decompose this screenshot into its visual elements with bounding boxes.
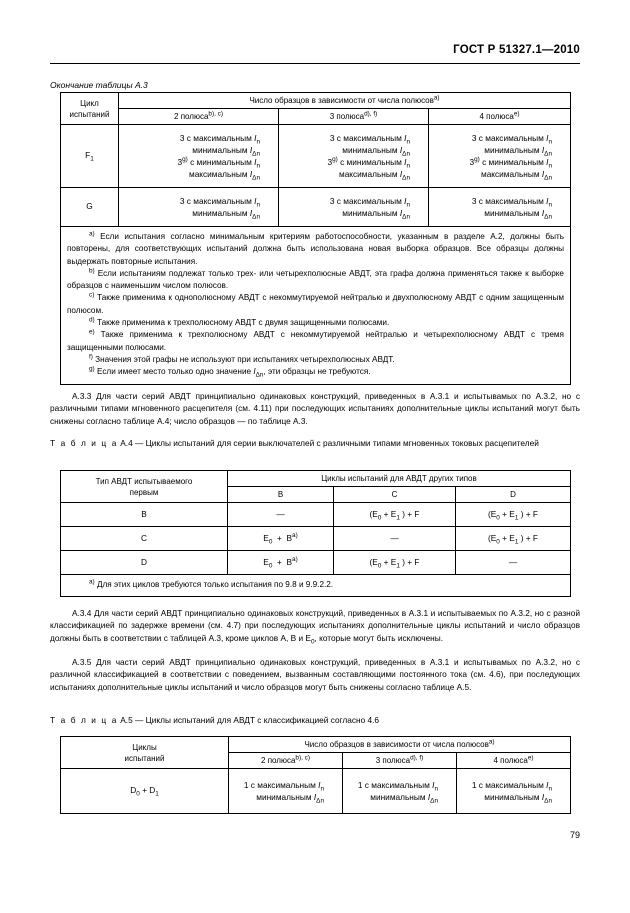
table-a4-caption [50, 437, 580, 449]
table-a4-span-header: Циклы испытаний для АВДТ других типов [228, 471, 571, 487]
table-a4-caption-prefix: Т а б л и ц а [50, 438, 118, 448]
table-a3-col-3poles-label: 3 полюса [329, 112, 365, 121]
table-a3-row-g-cycle: G [61, 188, 119, 227]
table-a4-row-d-type: D [61, 551, 228, 575]
table-a5-col-4poles [457, 753, 571, 769]
table-a5-span-header-text: Число образцов в зависимости от числа полюсов [304, 740, 489, 749]
table-a4-row-b-cold: ($E_0 + E_1$ ) + F [456, 503, 571, 527]
table-a4-caption-text: Циклы испытаний для серии выключателей с различными типами мгновенных токовых расцепителей [145, 438, 539, 448]
table-a3-cycle-header-l1: Цикл [80, 98, 99, 108]
table-a4-row-c-colb: $E_0 + B^{a)}$ [228, 527, 334, 551]
table-row [61, 125, 571, 188]
table-a4-row-d-colc: ($E_0 + E_1$ ) + F [334, 551, 456, 575]
table-a3-row-f1-3poles: 3 с максимальным $I_n$ минимальным $I_{\Delta n}$ 3$^{g)}$ с минимальным $I_n$ максимальным $I_{\Delta n}$ [279, 125, 429, 188]
table-a5-row-d0d1-2poles: 1 с максимальным $I_n$ минимальным $I_{\Delta n}$ [229, 769, 343, 814]
table-row [61, 769, 571, 814]
table-a3-col-3poles-sup: d), f) [364, 110, 378, 118]
table-a5-span-header-sup: a) [488, 738, 495, 746]
table-row [61, 551, 571, 575]
table-a4-row-b-type: B [61, 503, 228, 527]
table-a3-col-2poles [119, 109, 279, 125]
table-a3-cycle-header [61, 93, 119, 125]
table-a5-col-2poles-label: 2 полюса [261, 756, 296, 765]
header-rule [50, 63, 580, 64]
table-a3-note-d: $^{d)}$ Также применима к трехполюсному АВДТ с двумя защищенными полюсами. [89, 316, 390, 328]
table-a5-row-d0d1-cycle-main: D [130, 785, 137, 796]
table-a5-cycle-header [61, 737, 229, 769]
table-row [61, 527, 571, 551]
table-a3-note-f: $^{f)}$ Значения этой графы не используют при испытаниях четырехполюсных АВДТ. [89, 353, 395, 364]
table-a3-note-a: $^{a)}$ Если испытания согласно минимальным критериям работоспособности, указанным в разделе А.2, должны быть повторены, для соответствующих испытаний должна быть использована новая выборка образцов. Все образцы должны выдержать повторные испытания. [67, 230, 564, 266]
table-a4-row-b-colc: ($E_0 + E_1$ ) + F [334, 503, 456, 527]
table-a4-row-c-colc: — [334, 527, 456, 551]
table-a5-cycle-header-l1: Циклы [132, 742, 157, 752]
table-a5-col-3poles-label: 3 полюса [375, 756, 411, 765]
table-a3-row-f1-cycle-main: F [85, 150, 91, 161]
table-a4-row-b-colb: — [228, 503, 334, 527]
table-a4-first-type-header [61, 471, 228, 503]
table-a3-col-2poles-sup: b), c) [208, 110, 223, 118]
table-a5-col-4poles-label: 4 полюса [493, 756, 528, 765]
paragraph-a34-text: А.3.4 Для части серий АВДТ принципиально одинаковых конструкций, приведенных в А.3.1 и испытываемых по А.3.2, но с разной классификацией по задержке времени (см. 4.7) при последующих испытаниях дополнительные циклы испытаний и число образцов должны быть в соответствии с таблицей А.3, кроме циклов А, В и $E_0$, которые могут быть исключены. [50, 608, 580, 646]
table-a5-cycle-header-l2: испытаний [124, 753, 165, 763]
paragraph-a35-text: А.3.5 Для части серий АВДТ принципиально одинаковых конструкций, приведенных в А.3.1 и испытывамых по А.3.2, но с различной классификацией в соответствии с поведением, вызванным составляющими постоянного тока (см. 4.6), при последующих испытаниях дополнительные циклы испытаний и число образцов могут быть снижены согласно таблице А.5. [50, 657, 580, 692]
table-a4-first-type-header-l2: первым [129, 487, 159, 497]
paragraph-a34 [50, 607, 580, 644]
table-a3-notes [61, 227, 571, 385]
table-a5-col-2poles [229, 753, 343, 769]
table-a5-col-4poles-sup: e) [527, 754, 534, 762]
table-a4-row-d-colb: $E_0 + B^{a)}$ [228, 551, 334, 575]
table-a3-col-3poles [279, 109, 429, 125]
table-a4-first-type-header-l1: Тип АВДТ испытываемого [95, 476, 193, 486]
table-a3-note-g: $^{g)}$ Если имеет место только одно значение $I_{\Delta n}$, эти образцы не требуются. [89, 365, 371, 379]
table-a3-span-header-text: Число образцов в зависимости от числа полюсов [249, 96, 434, 105]
table-a4-note [61, 575, 571, 597]
table-a3-header-row-2 [61, 109, 571, 125]
table-a5-caption [50, 714, 580, 726]
table-a3-header-row-1 [61, 93, 571, 109]
table-a3-caption: Окончание таблицы А.3 [50, 80, 148, 90]
table-a4-col-b: B [228, 487, 334, 503]
table-a5-row-d0d1-cycle [61, 769, 229, 814]
table-a3-col-2poles-label: 2 полюса [174, 112, 209, 121]
standard-header: ГОСТ Р 51327.1—2010 [453, 44, 580, 56]
table-a5-row-d0d1-4poles: 1 с максимальным $I_n$ минимальным $I_{\Delta n}$ [457, 769, 571, 814]
table-a5-row-d0d1-cycle-sub1: 0 [136, 790, 140, 798]
page-number: 79 [569, 830, 580, 840]
table-row [61, 503, 571, 527]
table-a3-row-g-3poles: 3 с максимальным $I_n$ минимальным $I_{\Delta n}$ [279, 188, 429, 227]
paragraph-a33-text: А.3.3 Для части серий АВДТ принципиально одинаковых конструкций, приведенных в А.3.1 и испытывамых по А.3.2, но с различными типами мгновенного расцепителя (см. 4.11) при последующих испытаниях дополнительные циклы испытаний могут быть снижены согласно таблице А.4; число образцов — по таблице А.3. [50, 391, 580, 426]
table-a3-note-b: $^{b)}$ Если испытаниям подлежат только трех- или четырехполюсные АВДТ, эта графа должна применяться также к выборке образцов с наименьшим числом полюсов. [67, 267, 564, 291]
table-a3-span-header [119, 93, 571, 109]
table-a4-row-d-cold: — [456, 551, 571, 575]
table-a3-row-g-2poles: 3 с максимальным $I_n$ минимальным $I_{\Delta n}$ [119, 188, 279, 227]
table-a3-row-g-4poles: 3 с максимальным $I_n$ минимальным $I_{\Delta n}$ [429, 188, 571, 227]
paragraph-a33 [50, 390, 580, 427]
table-a5-span-header [229, 737, 571, 753]
table-a4-row-c-type: C [61, 527, 228, 551]
paragraph-a35 [50, 656, 580, 693]
table-a3-col-4poles [429, 109, 571, 125]
table-a3-row-f1-4poles: 3 с максимальным $I_n$ минимальным $I_{\Delta n}$ 3$^{g)}$ с минимальным $I_n$ максимальным $I_{\Delta n}$ [429, 125, 571, 188]
table-a5-row-d0d1-3poles: 1 с максимальным $I_n$ минимальным $I_{\Delta n}$ [343, 769, 457, 814]
table-a3-row-f1-2poles: 3 с максимальным $I_n$ минимальным $I_{\Delta n}$ 3$^{g)}$ с минимальным $I_n$ максимальным $I_{\Delta n}$ [119, 125, 279, 188]
table-a4-header-row-1 [61, 471, 571, 487]
table-a5-row-d0d1-cycle-plus: + D [139, 785, 156, 796]
table-a3-row-f1-cycle-sub: 1 [90, 155, 94, 163]
table-a3-span-header-sup: a) [433, 94, 440, 102]
table-a4-notes-row [61, 575, 571, 597]
table-a4-row-c-cold: ($E_0 + E_1$ ) + F [456, 527, 571, 551]
table-a5-col-3poles-sup: d), f) [410, 754, 424, 762]
table-row [61, 188, 571, 227]
table-a3-col-4poles-sup: e) [513, 110, 520, 118]
table-a5-caption-number: А.5 [120, 715, 133, 725]
table-a5-caption-prefix: Т а б л и ц а [50, 715, 118, 725]
table-a4 [60, 470, 571, 597]
table-a5-row-d0d1-cycle-sub2: 1 [155, 790, 159, 798]
table-a5-col-3poles [343, 753, 457, 769]
table-a4-caption-number: А.4 [120, 438, 133, 448]
table-a5-caption-text: Циклы испытаний для АВДТ с классификацией согласно 4.6 [145, 715, 380, 725]
table-a3-note-c: $^{c)}$ Также применима к однополюсному АВДТ с некоммутируемой нейтралью и двухполюсному АВДТ с одним защищенным полюсом. [67, 291, 564, 315]
table-a5-col-2poles-sup: b), c) [295, 754, 310, 762]
table-a3-col-4poles-label: 4 полюса [479, 112, 514, 121]
table-a3 [60, 92, 571, 385]
table-a3-note-e: $^{e)}$ Также применима к трехполюсному АВДТ с некоммутируемой нейтралью и четырехполюсному АВДТ с тремя защищенными полюсами. [67, 328, 564, 352]
table-a4-col-c: C [334, 487, 456, 503]
table-a4-col-d: D [456, 487, 571, 503]
table-a5-header-row-1 [61, 737, 571, 753]
table-a4-note-a: $^{a)}$ Для этих циклов требуются только испытания по 9.8 и 9.9.2.2. [89, 578, 334, 589]
table-a5-caption-dash: — [135, 715, 144, 725]
table-a3-row-f1-cycle [61, 125, 119, 188]
table-a3-cycle-header-l2: испытаний [69, 109, 110, 119]
table-a5 [60, 736, 571, 814]
table-a4-caption-dash: — [135, 438, 144, 448]
table-a3-notes-row [61, 227, 571, 385]
